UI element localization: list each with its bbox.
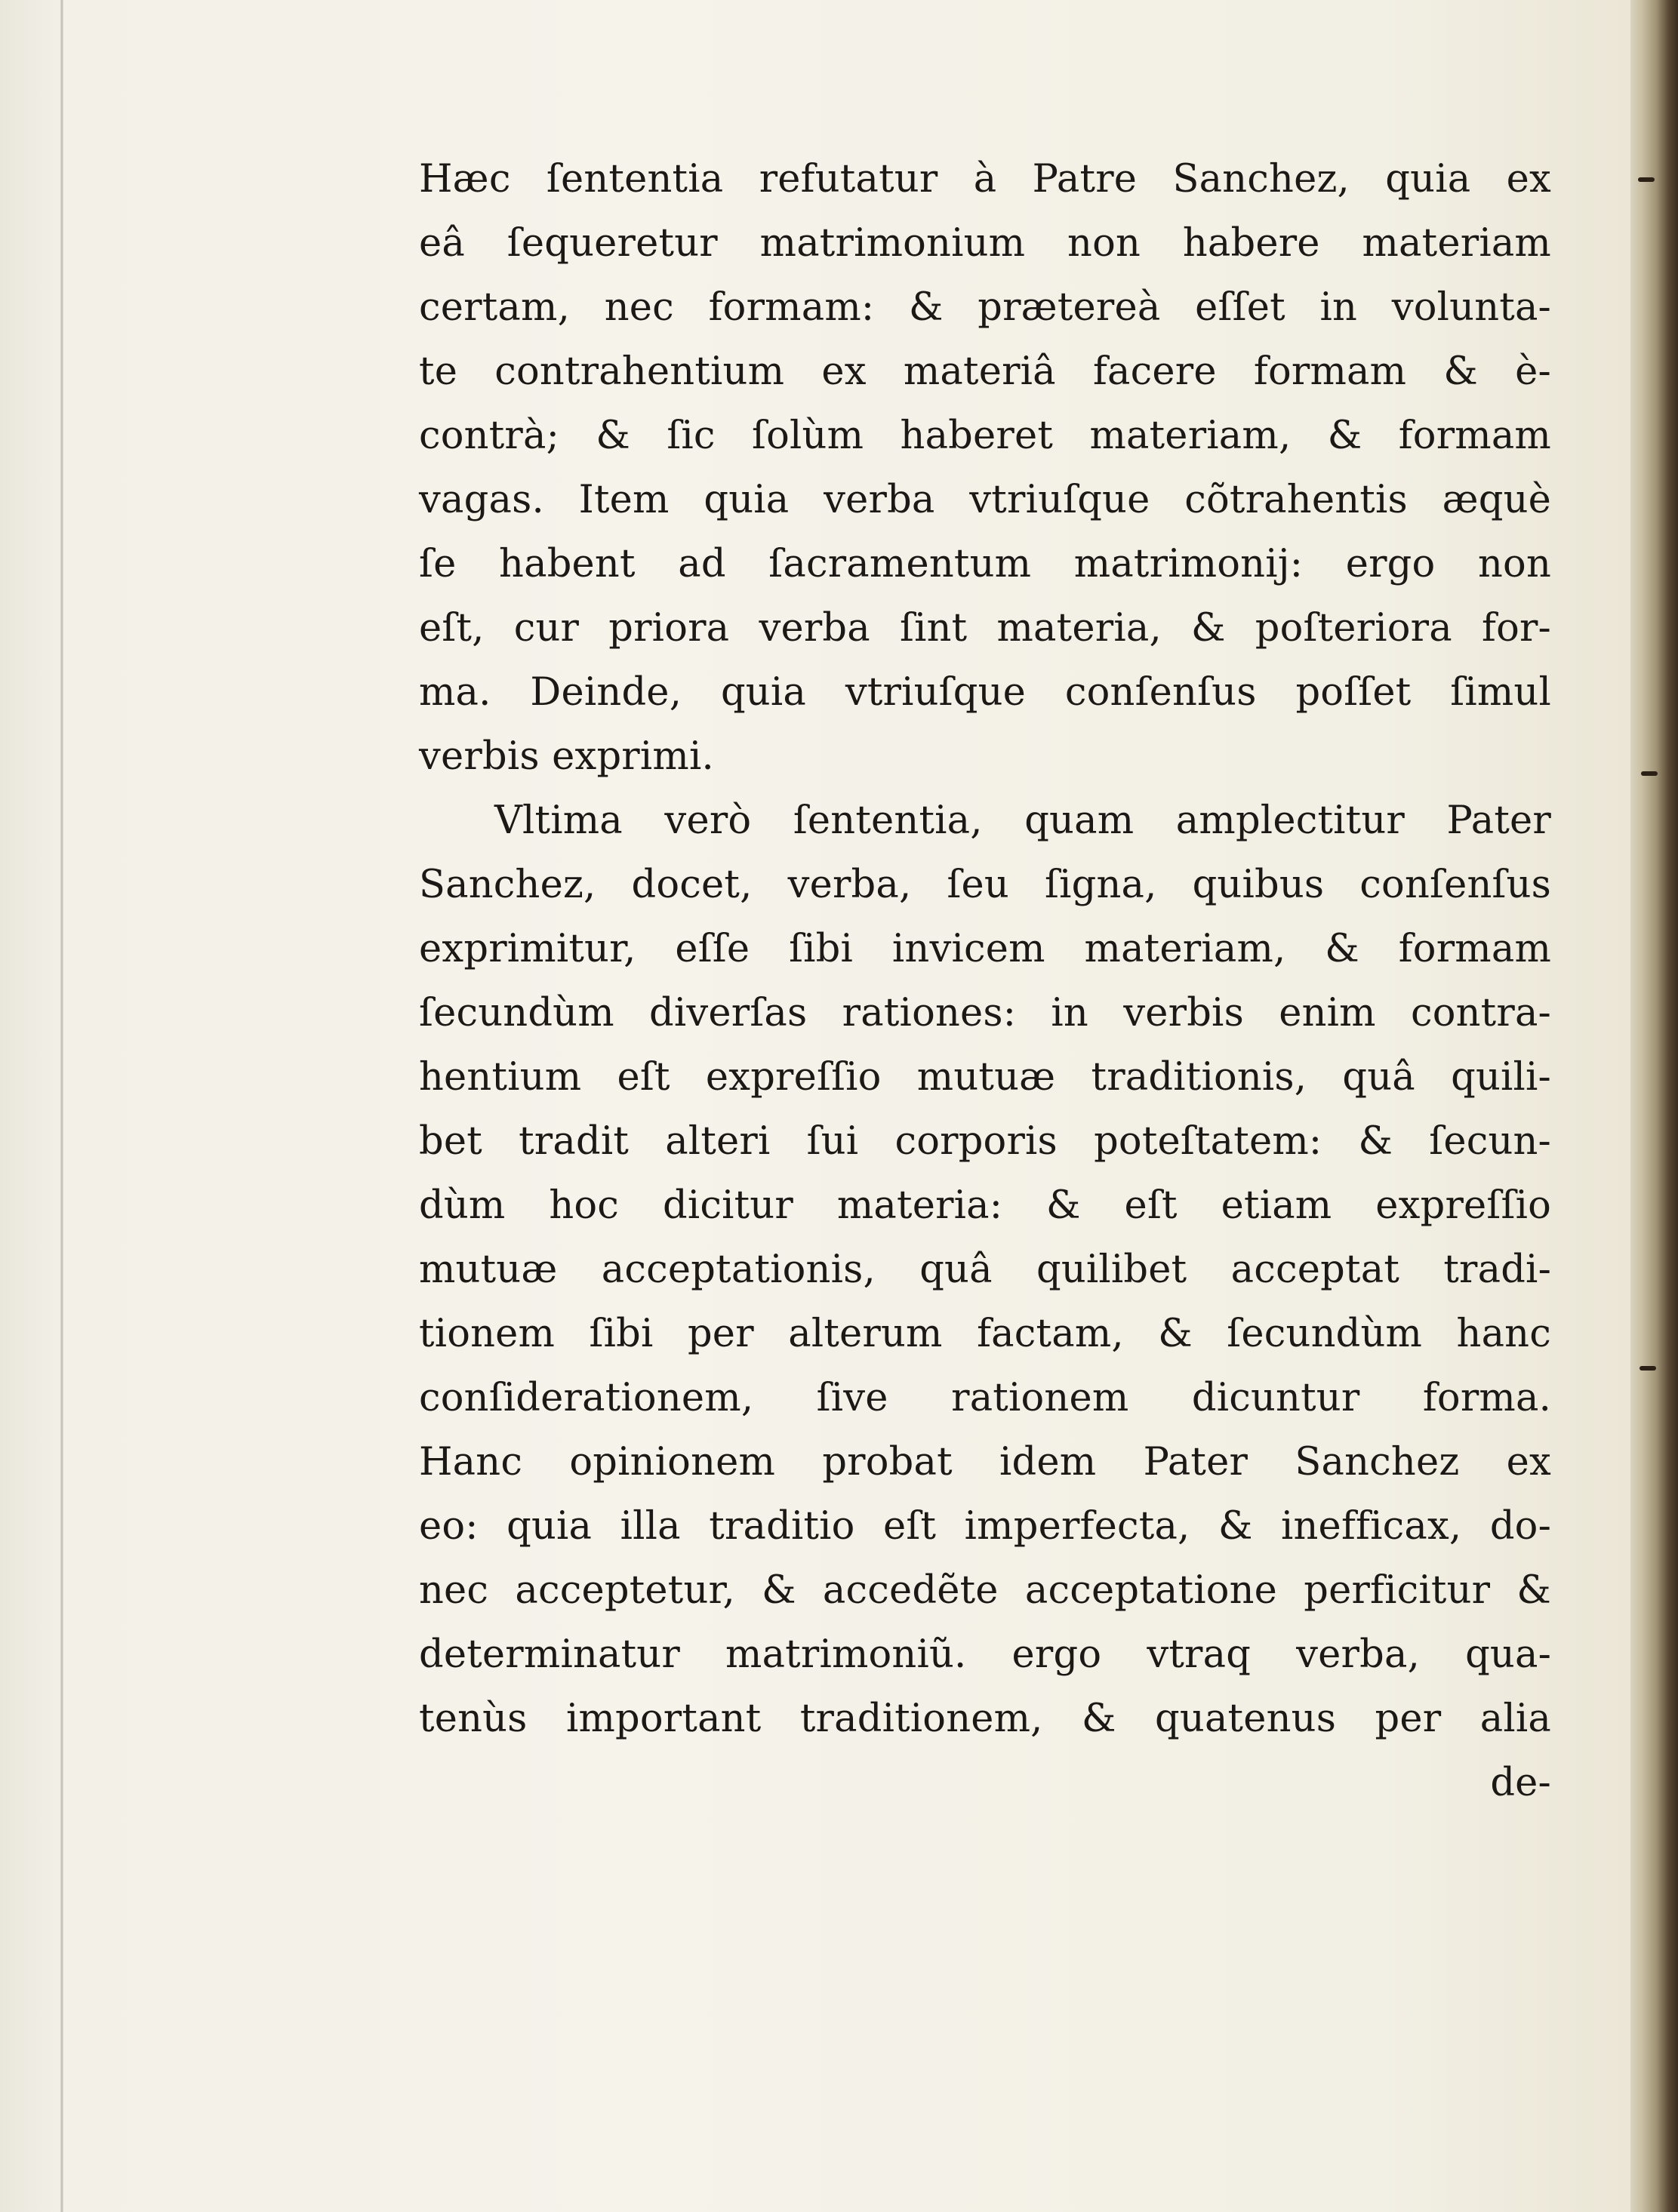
text-line-7: ſe habent ad ſacramentum matrimonij: ergo non <box>419 542 1551 586</box>
text-line-15: hentium eſt expreſſio mutuæ traditionis, quâ quili- <box>419 1055 1551 1100</box>
text-line-12: Sanchez, docet, verba, ſeu ſigna, quibus conſenſus <box>419 863 1551 907</box>
text-line-21: Hanc opinionem probat idem Pater Sanchez ex <box>419 1440 1551 1484</box>
edge-mark <box>1641 771 1658 776</box>
text-line-2: eâ ſequeretur matrimonium non habere materiam <box>419 221 1551 266</box>
text-line-3: certam, nec formam: & prætereà eſſet in volunta- <box>419 285 1551 330</box>
text-line-16: bet tradit alteri ſui corporis poteſtatem: & ſecun- <box>419 1119 1551 1164</box>
fore-edge <box>1630 0 1678 2212</box>
text-line-23: nec acceptetur, & accedẽte acceptatione perficitur & <box>419 1568 1551 1613</box>
text-line-8: eſt, cur priora verba ſint materia, & poſteriora for- <box>419 606 1551 651</box>
text-line-11: Vltima verò ſententia, quam amplectitur Pater <box>494 798 1551 843</box>
edge-mark <box>1638 177 1655 182</box>
catchword: de- <box>1490 1761 1551 1805</box>
text-line-14: ſecundùm diverſas rationes: in verbis enim contra- <box>419 991 1551 1035</box>
binding-gutter <box>60 0 63 2212</box>
text-block <box>419 147 1551 1815</box>
text-line-22: eo: quia illa traditio eſt imperfecta, & inefficax, do- <box>419 1504 1551 1549</box>
text-line-4: te contrahentium ex materiâ facere formam & è- <box>419 349 1551 394</box>
text-line-6: vagas. Item quia verba vtriuſque cõtrahentis æquè <box>419 478 1551 522</box>
text-line-20: conſiderationem, ſive rationem dicuntur forma. <box>419 1376 1551 1420</box>
edge-mark <box>1640 1366 1656 1371</box>
text-line-1: Hæc ſententia refutatur à Patre Sanchez, quia ex <box>419 157 1551 202</box>
text-line-10: verbis exprimi. <box>419 734 714 779</box>
text-line-5: contrà; & ſic ſolùm haberet materiam, & formam <box>419 414 1551 458</box>
text-line-9: ma. Deinde, quia vtriuſque conſenſus poſſet ſimul <box>419 670 1551 715</box>
text-line-25: tenùs important traditionem, & quatenus per alia <box>419 1697 1551 1741</box>
text-line-13: exprimitur, eſſe ſibi invicem materiam, & formam <box>419 927 1551 971</box>
text-line-18: mutuæ acceptationis, quâ quilibet acceptat tradi- <box>419 1248 1551 1292</box>
text-line-24: determinatur matrimoniũ. ergo vtraq verba, qua- <box>419 1632 1551 1677</box>
text-line-19: tionem ſibi per alterum factam, & ſecundùm hanc <box>419 1312 1551 1356</box>
text-line-17: dùm hoc dicitur materia: & eſt etiam expreſſio <box>419 1183 1551 1228</box>
